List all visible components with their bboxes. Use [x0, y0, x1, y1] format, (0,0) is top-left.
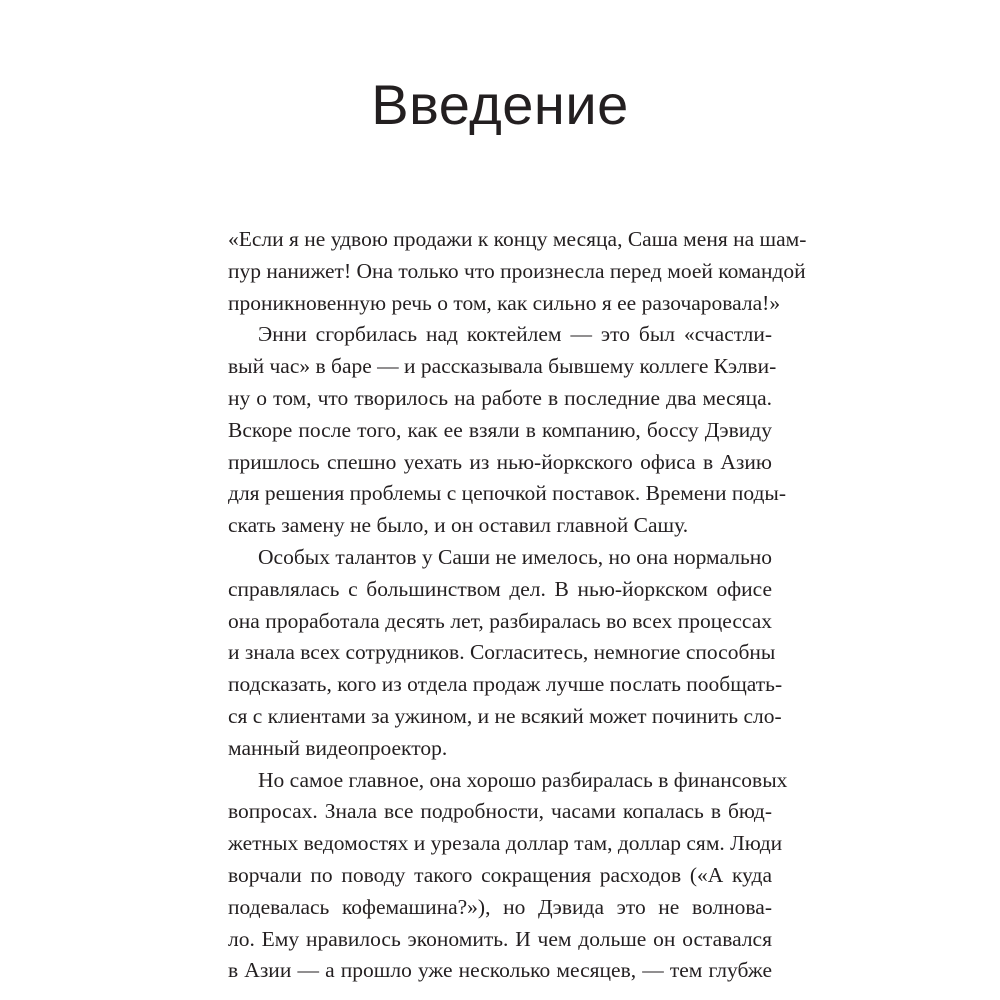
text-line: Но самое главное, она хорошо разбиралась в финансовых [258, 767, 788, 792]
text-line: ну о том, что творилось на работе в последние два месяца. [228, 385, 772, 410]
text-line: в Азии — а прошло уже несколько месяцев, — тем глубже [228, 958, 772, 983]
text-line: подевалась кофемашина?»), но Дэвида это не волнова- [228, 894, 772, 919]
text-line: пур нанижет! Она только что произнесла перед моей командой [228, 258, 806, 283]
text-line: проникновенную речь о том, как сильно я ее разочаровала!» [228, 290, 781, 315]
text-line: Особых талантов у Саши не имелось, но она нормально [258, 544, 772, 569]
text-line: манный видеопроектор. [228, 735, 448, 760]
text-line: скать замену не было, и он оставил главной Сашу. [228, 513, 689, 538]
text-line: Энни сгорбилась над коктейлем — это был «счастли- [258, 322, 772, 347]
text-line: подсказать, кого из отдела продаж лучше послать пообщать- [228, 672, 783, 697]
text-line: ворчали по поводу такого сокращения расходов («А куда [228, 862, 772, 887]
text-line: ло. Ему нравилось экономить. И чем дольше он оставался [228, 926, 772, 951]
text-line: и знала всех сотрудников. Согласитесь, немногие способны [228, 640, 776, 665]
text-line: пришлось спешно уехать из нью-йоркского офиса в Азию [228, 449, 772, 474]
chapter-title: Введение [371, 73, 629, 136]
text-line: «Если я не удвою продажи к концу месяца, Саша меня на шам- [228, 227, 807, 251]
text-line: ся с клиентами за ужином, и не всякий может починить сло- [228, 703, 782, 728]
text-line: для решения проблемы с цепочкой поставок. Времени поды- [228, 481, 787, 506]
text-line: она проработала десять лет, разбиралась во всех процессах [228, 608, 772, 633]
text-line: вый час» в баре — и рассказывала бывшему коллеге Кэлви- [228, 354, 777, 379]
text-line: вопросах. Знала все подробности, часами копалась в бюд- [228, 799, 772, 824]
text-line: Вскоре после того, как ее взяли в компанию, боссу Дэвиду [228, 417, 772, 442]
body-text [228, 224, 807, 987]
text-line: справлялась с большинством дел. В нью-йоркском офисе [228, 576, 772, 601]
text-line: жетных ведомостях и урезала доллар там, доллар сям. Люди [228, 831, 783, 856]
